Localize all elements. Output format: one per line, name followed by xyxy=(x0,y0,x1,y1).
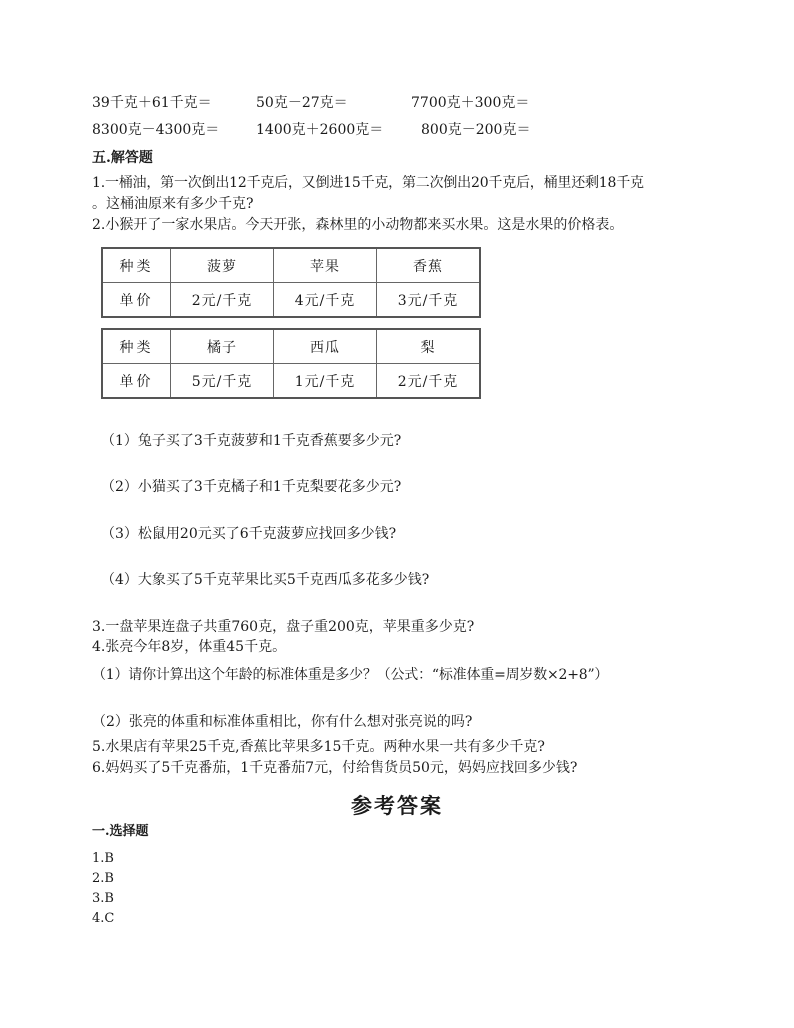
q4-sub1: （1）请你计算出这个年龄的标准体重是多少？（公式：“标准体重=周岁数×2+8”） xyxy=(92,667,609,683)
q4-sub2: （2）张亮的体重和标准体重相比，你有什么想对张亮说的吗? xyxy=(92,714,473,730)
table-cell: 梨 xyxy=(377,329,481,364)
q6-text: 6.妈妈买了5千克番茄，1千克番茄7元，付给售货员50元，妈妈应找回多少钱? xyxy=(92,760,578,776)
q2-sub1: （1）兔子买了3千克菠萝和1千克香蕉要多少元? xyxy=(101,433,402,449)
price-table-1-row xyxy=(102,283,480,318)
section5-heading: 五.解答题 xyxy=(92,150,153,166)
price-table-2 xyxy=(101,328,481,399)
table-cell: 苹果 xyxy=(274,248,377,283)
table-cell: 2元/千克 xyxy=(377,364,481,399)
q5-text: 5.水果店有苹果25千克,香蕉比苹果多15千克。两种水果一共有多少千克? xyxy=(92,739,545,755)
table-cell: 4元/千克 xyxy=(274,283,377,318)
calc-1-1: 39千克＋61千克＝ xyxy=(92,95,212,111)
q1-line2: 。这桶油原来有多少千克? xyxy=(92,196,254,212)
answers-title: 参考答案 xyxy=(351,793,443,818)
calc-2-3: 800克－200克＝ xyxy=(421,122,531,138)
answers-section1: 一.选择题 xyxy=(92,824,149,839)
price-table-2-row xyxy=(102,364,480,399)
table-cell: 香蕉 xyxy=(377,248,481,283)
q2-sub2: （2）小猫买了3千克橘子和1千克梨要花多少元? xyxy=(101,479,402,495)
price-table-1-header xyxy=(102,248,480,283)
calc-1-3: 7700克＋300克＝ xyxy=(411,95,530,111)
table-cell: 单价 xyxy=(102,364,171,399)
answer-item: 1.B xyxy=(92,851,114,866)
table-cell: 2元/千克 xyxy=(171,283,274,318)
q3-text: 3.一盘苹果连盘子共重760克，盘子重200克，苹果重多少克? xyxy=(92,619,475,635)
table-cell: 橘子 xyxy=(171,329,274,364)
q2-sub4: （4）大象买了5千克苹果比买5千克西瓜多花多少钱? xyxy=(101,572,430,588)
table-cell: 3元/千克 xyxy=(377,283,481,318)
calc-1-2: 50克－27克＝ xyxy=(256,95,348,111)
table-cell: 种类 xyxy=(102,329,171,364)
q1-line1: 1.一桶油，第一次倒出12千克后，又倒进15千克，第二次倒出20千克后，桶里还剩18千克 xyxy=(92,175,644,191)
q2-text: 2.小猴开了一家水果店。今天开张，森林里的小动物都来买水果。这是水果的价格表。 xyxy=(92,217,624,233)
answer-item: 2.B xyxy=(92,871,114,886)
table-cell: 1元/千克 xyxy=(274,364,377,399)
price-table-2-header xyxy=(102,329,480,364)
table-cell: 5元/千克 xyxy=(171,364,274,399)
calc-2-2: 1400克＋2600克＝ xyxy=(256,122,384,138)
table-cell: 菠萝 xyxy=(171,248,274,283)
answer-item: 3.B xyxy=(92,891,114,906)
price-table-1 xyxy=(101,247,481,318)
table-cell: 西瓜 xyxy=(274,329,377,364)
table-cell: 种类 xyxy=(102,248,171,283)
q2-sub3: （3）松鼠用20元买了6千克菠萝应找回多少钱? xyxy=(101,526,397,542)
answer-item: 4.C xyxy=(92,911,115,926)
calc-2-1: 8300克－4300克＝ xyxy=(92,122,220,138)
q4-text: 4.张亮今年8岁，体重45千克。 xyxy=(92,639,287,655)
table-cell: 单价 xyxy=(102,283,171,318)
